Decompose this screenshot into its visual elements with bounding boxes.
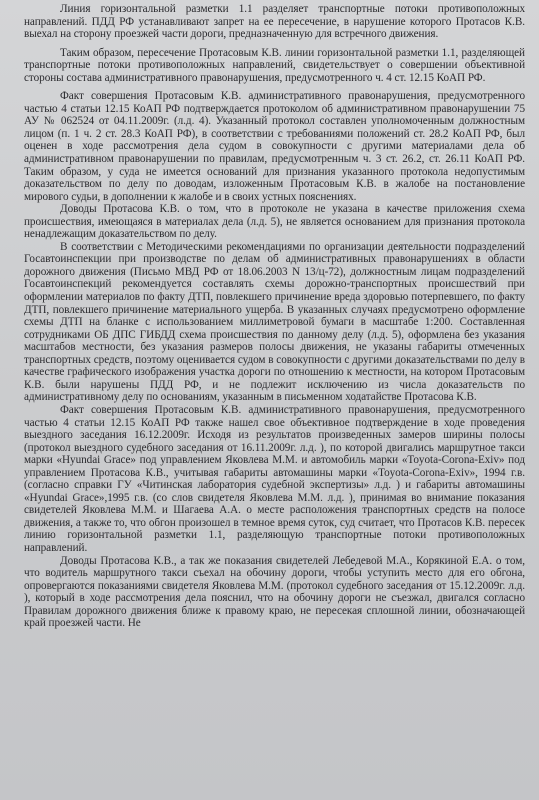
page-text [24,3,525,630]
paragraph-protocol-evidence: Факт совершения Протасовым К.В. административного правонарушения, предусмотренного частью 4 статьи 12.15 КоАП РФ подтверждается протоколом об административном правонарушении 75 АУ № 062524 от 04.11.2009г. (л.д. 4). Указанный протокол составлен уполномоченным должностным лицом (п. 1 ч. 2 ст. 28.3 КоАП РФ), в соответствии с требованиями положений ст. 28.2 КоАП РФ, был оценен в ходе рассмотрения дела судом в совокупности с другими материалами дела об административном правонарушении по правилам, предусмотренным ч. 3 ст. 26.2, ст. 26.11 КоАП РФ. Таким образом, у суда не имеется оснований для признания указанного протокола недопустимым доказательством по делу по доводам, изложенным Протасовым К.В. в жалобе на постановление мирового судьи, в дополнении к жалобе и в своих устных пояснениях. [24,90,525,203]
paragraph-witness-testimony: Доводы Протасова К.В., а так же показания свидетелей Лебедевой М.А., Корякиной Е.А. о том, что водитель маршрутного такси съехал на обочину дороги, чтобы уступить место для его обгона, опровергаются показаниями свидетеля Яковлева М.М. (протокол судебного заседания от 15.12.2009г. л.д. ), который в ходе рассмотрения дела пояснил, что на обочину дороги не съезжал, двигался согласно Правилам дорожного движения ближе к правому краю, не пересекая сплошной линии, обозначающей край проезжей части. Не [24,554,525,630]
paragraph-field-session: Факт совершения Протасовым К.В. административного правонарушения, предусмотренного частью 4 статьи 12.15 КоАП РФ также нашел свое объективное подтверждение в ходе проведения выездного заседания 16.12.2009г. Исходя из результатов произведенных замеров ширины полосы (протокол выездного судебного заседания от 16.11.2009г. л.д. ), по которой двигались маршрутное такси марки «Hyundai Grace» под управлением Яковлева М.М. и автомобиль марки «Toyota-Corona-Exiv» под управлением Протасова К.В., учитывая габариты автомашины марки «Toyota-Corona-Exiv», 1994 г.в. (согласно справки ГУ «Читинская лаборатория судебной экспертизы» л.д. ) и габариты автомашины «Hyundai Grace»,1995 г.в. (со слов свидетеля Яковлева М.М. л.д. ), принимая во внимание показания свидетелей Яковлева М.М. и Шагаева А.А. о месте расположения транспортных средств на полосе движения, а также то, что обгон произошел в темное время суток, суд считает, что Протасов К.В. пересек линию горизонтальной разметки 1.1, разделяющую транспортные потоки противоположных направлений. [24,403,525,554]
paragraph-scheme-argument: Доводы Протасова К.В. о том, что в протоколе не указана в качестве приложения схема происшествия, имеющаяся в материалах дела (л.д. 5), не является основанием для признания протокола ненадлежащим доказательством по делу. [24,203,525,241]
paragraph-marking-line: Линия горизонтальной разметки 1.1 разделяет транспортные потоки противоположных направлений. ПДД РФ устанавливают запрет на ее пересечение, в нарушение которого Протасов К.В. выехал на сторону проезжей части дороги, предназначенную для встречного движения. [24,3,525,41]
paragraph-methodical-recommendations: В соответствии с Методическими рекомендациями по организации деятельности подразделений Госавтоинспекции при производстве по делам об административных правонарушениях в области дорожного движения (Письмо МВД РФ от 18.06.2003 N 13/ц-72), должностным лицам подразделений Госавтоинспекций рекомендуется составлять схемы дорожно-транспортных происшествий при оформлении материалов по факту ДТП, повлекшего причинение вреда здоровью потерпевшего, по факту ДТП, повлекшего причинение материального ущерба. В указанных случаях предусмотрено оформление схемы ДТП на бланке с использованием миллиметровой бумаги в масштабе 1:200. Составленная сотрудниками ОБ ДПС ГИБДД схема происшествия по данному делу (л.д. 5), оформлена без указания масштабов местности, без указания размеров полосы движения, не указаны габариты отмеченных транспортных средств, поэтому оценивается судом в совокупности с другими доказательствами по делу в качестве графического изображения участка дороги по отношению к местности, на котором Протасовым К.В. были нарушены ПДД РФ, и не подлежит исключению из числа доказательств по административному делу по основаниям, указанным в письменном ходатайстве Протасова К.В. [24,240,525,404]
paragraph-conclusion: Таким образом, пересечение Протасовым К.В. линии горизонтальной разметки 1.1, разделяющей транспортные потоки противоположных направлений, свидетельствует о совершении объективной стороны состава административного правонарушения, предусмотренного ч. 4 ст. 12.15 КоАП РФ. [24,46,525,84]
